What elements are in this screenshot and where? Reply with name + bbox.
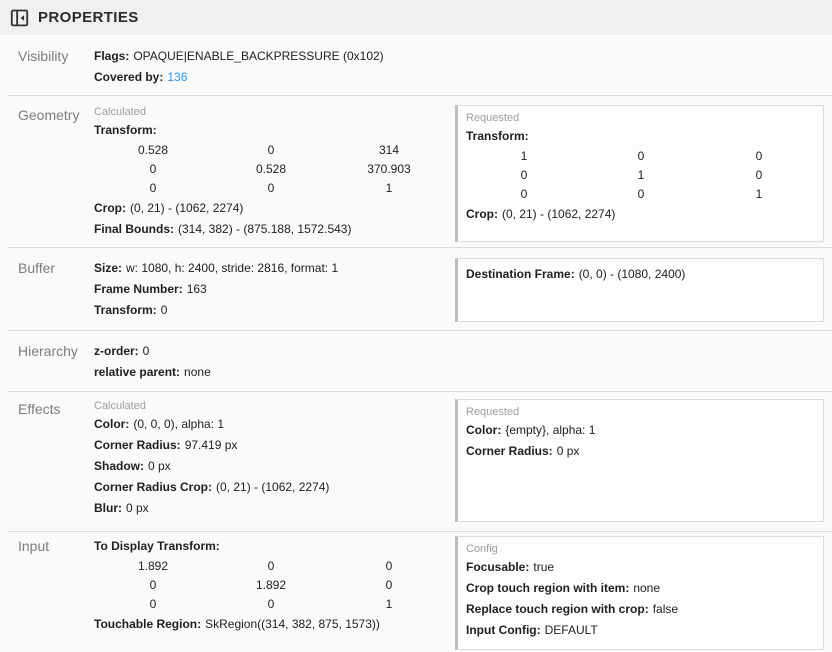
shadow-label: Shadow: — [94, 459, 144, 473]
covered-by-row — [94, 67, 832, 88]
relative-parent-value: none — [184, 365, 211, 379]
matrix-cell: 0 — [149, 578, 157, 592]
covered-by-label: Covered by: — [94, 70, 164, 84]
frame-number-row — [94, 279, 455, 300]
matrix-cell: 1 — [520, 149, 528, 163]
focusable-label: Focusable: — [466, 560, 530, 574]
flags-label: Flags: — [94, 49, 130, 63]
final-bounds-label: Final Bounds: — [94, 222, 174, 236]
corner-radius-label: Corner Radius: — [94, 438, 181, 452]
matrix-cell: 0 — [520, 168, 528, 182]
relative-parent-label: relative parent: — [94, 365, 181, 379]
corner-radius-value: 97.419 px — [184, 438, 238, 452]
replace-touch-region-row — [466, 599, 815, 620]
input-config-row — [466, 620, 815, 641]
section-geometry — [0, 96, 832, 247]
input-config-value: DEFAULT — [544, 623, 598, 637]
requested-group-label: Requested — [466, 112, 520, 124]
matrix-cell: 0.528 — [137, 143, 169, 157]
blur-row — [94, 498, 455, 519]
focusable-value: true — [533, 560, 555, 574]
matrix-cell: 0 — [267, 181, 275, 195]
matrix-cell: 0 — [267, 559, 275, 573]
geometry-requested-box — [455, 105, 824, 242]
calculated-group-label: Calculated — [94, 400, 146, 412]
blur-label: Blur: — [94, 501, 122, 515]
matrix-cell: 0 — [149, 162, 157, 176]
section-label-input: Input — [18, 538, 50, 554]
crop-touch-region-row — [466, 578, 815, 599]
calculated-group-label: Calculated — [94, 106, 146, 118]
buffer-destination-box — [455, 258, 824, 322]
panel-title: PROPERTIES — [38, 9, 139, 26]
section-effects — [0, 392, 832, 531]
crop-value: (0, 21) - (1062, 2274) — [130, 201, 244, 215]
transform-label: Transform: — [466, 129, 529, 143]
to-display-transform-label: To Display Transform: — [94, 539, 220, 553]
section-visibility — [0, 35, 832, 95]
final-bounds-value: (314, 382) - (875.188, 1572.543) — [178, 222, 352, 236]
to-display-transform-row — [94, 536, 455, 557]
corner-radius-crop-value: (0, 21) - (1062, 2274) — [216, 480, 330, 494]
touchable-region-value: SkRegion((314, 382, 875, 1573)) — [205, 617, 380, 631]
color-row — [94, 414, 455, 435]
color-label: Color: — [94, 417, 130, 431]
crop-label: Crop: — [94, 201, 126, 215]
config-group-label: Config — [466, 543, 498, 555]
section-label-effects: Effects — [18, 401, 61, 417]
crop-row — [466, 204, 815, 225]
section-label-hierarchy: Hierarchy — [18, 343, 78, 359]
frame-number-value: 163 — [186, 282, 207, 296]
matrix-cell: 0 — [149, 181, 157, 195]
requested-group-label: Requested — [466, 406, 520, 418]
calculated-transform-matrix — [94, 141, 455, 198]
section-input — [0, 532, 832, 650]
corner-radius-label: Corner Radius: — [466, 444, 553, 458]
matrix-cell: 1.892 — [255, 578, 287, 592]
corner-radius-crop-label: Corner Radius Crop: — [94, 480, 213, 494]
section-buffer — [0, 248, 832, 330]
matrix-cell: 0 — [149, 597, 157, 611]
corner-radius-crop-row — [94, 477, 455, 498]
destination-frame-value: (0, 0) - (1080, 2400) — [578, 267, 686, 281]
section-label-visibility: Visibility — [18, 48, 69, 64]
matrix-cell: 0 — [637, 149, 645, 163]
size-label: Size: — [94, 261, 123, 275]
destination-frame-row — [466, 264, 815, 285]
to-display-transform-matrix — [94, 557, 455, 614]
frame-number-label: Frame Number: — [94, 282, 183, 296]
properties-header — [0, 0, 832, 35]
matrix-cell: 0 — [267, 597, 275, 611]
matrix-cell: 0 — [267, 143, 275, 157]
matrix-cell: 1.892 — [137, 559, 169, 573]
effects-requested-box — [455, 399, 824, 522]
input-config-box — [455, 536, 824, 650]
requested-transform-matrix — [466, 147, 815, 204]
destination-frame-label: Destination Frame: — [466, 267, 575, 281]
size-row — [94, 258, 455, 279]
matrix-cell: 1 — [637, 168, 645, 182]
matrix-cell: 1 — [755, 187, 763, 201]
matrix-cell: 370.903 — [367, 162, 411, 176]
matrix-cell: 0.528 — [255, 162, 287, 176]
input-config-label: Input Config: — [466, 623, 541, 637]
crop-value: (0, 21) - (1062, 2274) — [502, 207, 616, 221]
transform-label: Transform: — [94, 123, 157, 137]
blur-value: 0 px — [126, 501, 149, 515]
matrix-cell: 0 — [637, 187, 645, 201]
z-order-value: 0 — [142, 344, 150, 358]
flags-value: OPAQUE|ENABLE_BACKPRESSURE (0x102) — [133, 49, 384, 63]
corner-radius-row — [466, 441, 815, 462]
buffer-transform-value: 0 — [160, 303, 168, 317]
color-value: {empty}, alpha: 1 — [505, 423, 596, 437]
matrix-cell: 0 — [755, 149, 763, 163]
buffer-transform-row — [94, 300, 455, 321]
crop-row — [94, 198, 455, 219]
replace-touch-region-label: Replace touch region with crop: — [466, 602, 649, 616]
crop-touch-region-label: Crop touch region with item: — [466, 581, 630, 595]
color-value: (0, 0, 0), alpha: 1 — [133, 417, 225, 431]
matrix-cell: 1 — [385, 597, 393, 611]
matrix-cell: 0 — [385, 559, 393, 573]
size-value: w: 1080, h: 2400, stride: 2816, format: 1 — [126, 261, 339, 275]
z-order-label: z-order: — [94, 344, 139, 358]
replace-touch-region-value: false — [652, 602, 679, 616]
shadow-value: 0 px — [148, 459, 171, 473]
crop-label: Crop: — [466, 207, 498, 221]
z-order-row — [94, 341, 832, 362]
relative-parent-row — [94, 362, 832, 383]
focusable-row — [466, 557, 815, 578]
final-bounds-row — [94, 219, 455, 240]
buffer-transform-label: Transform: — [94, 303, 157, 317]
touchable-region-label: Touchable Region: — [94, 617, 202, 631]
section-hierarchy — [0, 331, 832, 391]
color-row — [466, 420, 815, 441]
section-label-geometry: Geometry — [18, 107, 80, 123]
color-label: Color: — [466, 423, 502, 437]
matrix-cell: 1 — [385, 181, 393, 195]
matrix-cell: 314 — [378, 143, 400, 157]
corner-radius-row — [94, 435, 455, 456]
left-panel-close-icon — [9, 7, 30, 28]
crop-touch-region-value: none — [633, 581, 661, 595]
corner-radius-value: 0 px — [556, 444, 580, 458]
shadow-row — [94, 456, 455, 477]
transform-row — [94, 120, 455, 141]
matrix-cell: 0 — [755, 168, 763, 182]
transform-row — [466, 126, 815, 147]
section-label-buffer: Buffer — [18, 260, 56, 276]
matrix-cell: 0 — [520, 187, 528, 201]
touchable-region-row — [94, 614, 455, 635]
matrix-cell: 0 — [385, 578, 393, 592]
covered-by-link[interactable]: 136 — [167, 70, 188, 84]
flags-row — [94, 46, 832, 67]
